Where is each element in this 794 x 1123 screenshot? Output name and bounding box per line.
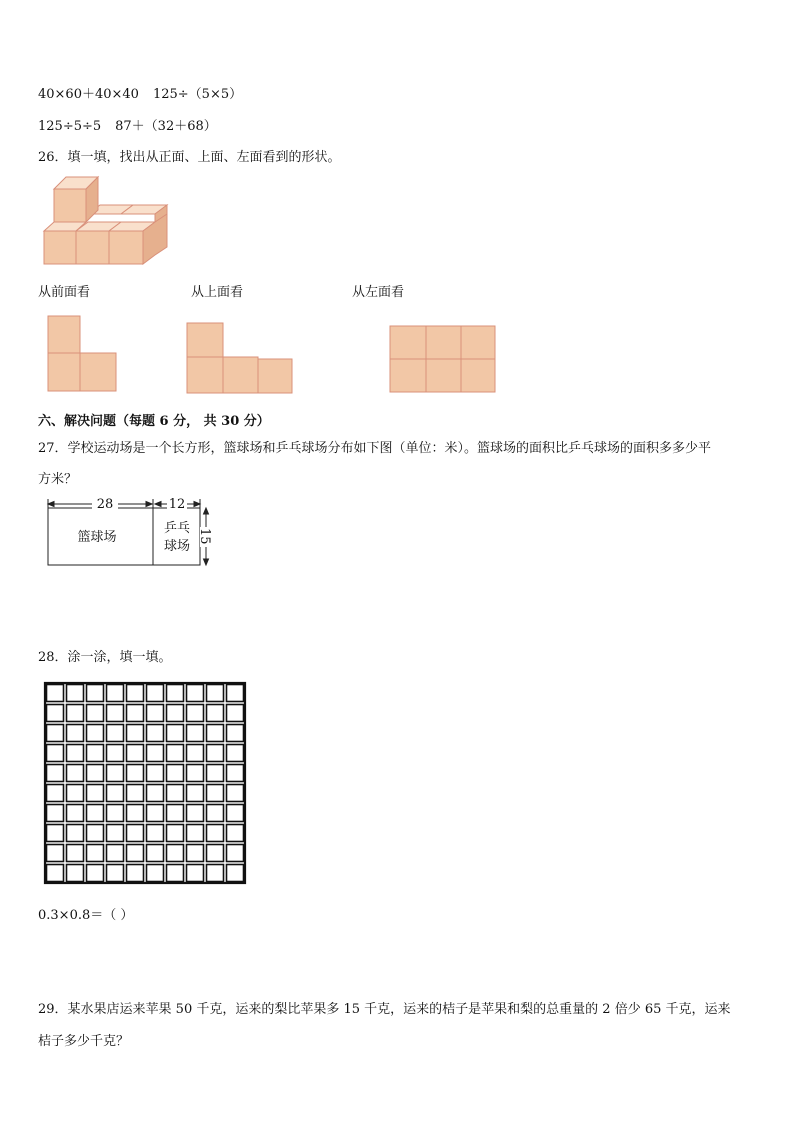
grid-cell[interactable] [47, 785, 64, 802]
grid-cell[interactable] [207, 745, 224, 762]
grid-cell[interactable] [207, 845, 224, 862]
grid-cell[interactable] [47, 685, 64, 702]
grid-cell[interactable] [167, 825, 184, 842]
grid-cell[interactable] [87, 805, 104, 822]
grid-cell[interactable] [87, 745, 104, 762]
grid-cell[interactable] [167, 805, 184, 822]
grid-cell[interactable] [107, 865, 124, 882]
grid-cell[interactable] [167, 865, 184, 882]
pingpong-court-label-2: 球场 [163, 539, 191, 554]
q27-text-1: 27．学校运动场是一个长方形，篮球场和乒乓球场分布如下图（单位：米）。篮球场的面积比乒乓球场的面积多多少平 [38, 441, 712, 456]
grid-cell[interactable] [187, 765, 204, 782]
q28-text: 28．涂一涂，填一填。 [38, 650, 172, 665]
grid-cell[interactable] [87, 845, 104, 862]
grid-cell[interactable] [107, 765, 124, 782]
grid-cell[interactable] [67, 685, 84, 702]
grid-cell[interactable] [47, 745, 64, 762]
field-diagram [40, 494, 230, 574]
grid-cell[interactable] [107, 825, 124, 842]
pingpong-court-label-1: 乒乓 [163, 521, 191, 536]
grid-cell[interactable] [207, 725, 224, 742]
grid-cell[interactable] [127, 845, 144, 862]
grid-cell[interactable] [227, 805, 244, 822]
grid-cell[interactable] [207, 685, 224, 702]
grid-cell[interactable] [207, 805, 224, 822]
calc-expr: 40×60＋40×40 [38, 87, 139, 102]
grid-cell[interactable] [187, 685, 204, 702]
grid-cell[interactable] [187, 845, 204, 862]
grid-cell[interactable] [187, 825, 204, 842]
grid-cell[interactable] [47, 845, 64, 862]
q28-equation: 0.3×0.8＝（ ） [38, 908, 134, 923]
grid-cell[interactable] [67, 825, 84, 842]
grid-cell[interactable] [167, 685, 184, 702]
grid-cell[interactable] [127, 785, 144, 802]
calc-row-2 [38, 115, 217, 134]
grid-cell[interactable] [187, 785, 204, 802]
grid-cell[interactable] [87, 705, 104, 722]
grid-cell[interactable] [67, 865, 84, 882]
pingpong-length-label: 12 [168, 497, 186, 512]
grid-cell[interactable] [107, 785, 124, 802]
grid-cell[interactable] [87, 785, 104, 802]
grid-cell[interactable] [227, 705, 244, 722]
grid-cell[interactable] [147, 785, 164, 802]
view-shape-b[interactable] [185, 320, 295, 400]
view-label-top: 从上面看 [191, 285, 244, 300]
grid-cell[interactable] [127, 765, 144, 782]
view-shape-a[interactable] [46, 314, 126, 394]
grid-cell[interactable] [147, 685, 164, 702]
grid-cell[interactable] [147, 825, 164, 842]
grid-cell[interactable] [227, 825, 244, 842]
grid-cell[interactable] [167, 725, 184, 742]
grid-cell[interactable] [207, 865, 224, 882]
grid-cell[interactable] [167, 765, 184, 782]
cube-stack-figure [40, 172, 180, 267]
grid-cell[interactable] [147, 845, 164, 862]
grid-cell[interactable] [67, 805, 84, 822]
grid-cell[interactable] [207, 825, 224, 842]
basketball-length-label: 28 [96, 497, 114, 512]
grid-cell[interactable] [67, 705, 84, 722]
grid-cell[interactable] [167, 785, 184, 802]
grid-cell[interactable] [147, 705, 164, 722]
grid-cell[interactable] [227, 685, 244, 702]
grid-cell[interactable] [107, 845, 124, 862]
q26-text: 26．填一填，找出从正面、上面、左面看到的形状。 [38, 150, 341, 165]
grid-cell[interactable] [67, 765, 84, 782]
grid-cell[interactable] [147, 765, 164, 782]
grid-cell[interactable] [67, 845, 84, 862]
grid-cell[interactable] [227, 725, 244, 742]
q29-text-2: 桔子多少千克？ [38, 1034, 130, 1049]
basketball-court-label: 篮球场 [77, 530, 117, 545]
section-6-title: 六、解决问题（每题 6 分， 共 30 分） [38, 414, 270, 429]
grid-cell[interactable] [187, 725, 204, 742]
calc-expr: 125÷5÷5 [38, 119, 102, 134]
grid-cell[interactable] [47, 825, 64, 842]
q29-text-1: 29．某水果店运来苹果 50 千克，运来的梨比苹果多 15 千克，运来的桔子是苹果和梨的总重量的 2 倍少 65 千克，运来 [38, 1002, 731, 1017]
grid-cell[interactable] [127, 805, 144, 822]
view-label-left: 从左面看 [352, 285, 405, 300]
grid-cell[interactable] [187, 865, 204, 882]
grid-cell[interactable] [87, 725, 104, 742]
view-shape-c[interactable] [388, 324, 498, 396]
grid-cell[interactable] [107, 705, 124, 722]
grid-cell[interactable] [147, 865, 164, 882]
grid-cell[interactable] [127, 825, 144, 842]
grid-cell[interactable] [207, 785, 224, 802]
grid-cell[interactable] [47, 805, 64, 822]
grid-cell[interactable] [187, 745, 204, 762]
grid-cell[interactable] [167, 745, 184, 762]
grid-cell[interactable] [67, 745, 84, 762]
grid-cell[interactable] [107, 745, 124, 762]
grid-cell[interactable] [207, 705, 224, 722]
hundred-square-grid[interactable] [42, 680, 252, 890]
grid-cell[interactable] [147, 725, 164, 742]
grid-cell[interactable] [167, 845, 184, 862]
grid-cell[interactable] [227, 745, 244, 762]
grid-cell[interactable] [47, 705, 64, 722]
grid-cell[interactable] [67, 725, 84, 742]
grid-cell[interactable] [147, 805, 164, 822]
grid-cell[interactable] [127, 745, 144, 762]
grid-cell[interactable] [227, 845, 244, 862]
grid-cell[interactable] [107, 805, 124, 822]
grid-cell[interactable] [47, 765, 64, 782]
grid-cell[interactable] [87, 765, 104, 782]
calc-expr: 87＋（32＋68） [115, 119, 217, 134]
grid-cell[interactable] [107, 725, 124, 742]
grid-cell[interactable] [167, 705, 184, 722]
grid-cell[interactable] [87, 865, 104, 882]
calc-row-1 [38, 83, 242, 102]
grid-cell[interactable] [67, 785, 84, 802]
grid-cell[interactable] [147, 745, 164, 762]
grid-cell[interactable] [187, 705, 204, 722]
grid-cell[interactable] [227, 785, 244, 802]
view-label-front: 从前面看 [38, 285, 91, 300]
grid-cell[interactable] [127, 685, 144, 702]
grid-cell[interactable] [107, 685, 124, 702]
grid-cell[interactable] [227, 765, 244, 782]
grid-cell[interactable] [87, 825, 104, 842]
grid-cell[interactable] [127, 705, 144, 722]
grid-cell[interactable] [87, 685, 104, 702]
grid-cell[interactable] [47, 865, 64, 882]
q27-text-2: 方米？ [38, 472, 78, 487]
grid-cell[interactable] [227, 865, 244, 882]
grid-cell[interactable] [187, 805, 204, 822]
grid-cell[interactable] [207, 765, 224, 782]
width-label: 15 [197, 528, 212, 545]
grid-cell[interactable] [127, 865, 144, 882]
calc-expr: 125÷（5×5） [152, 87, 243, 102]
grid-cell[interactable] [47, 725, 64, 742]
grid-cell[interactable] [127, 725, 144, 742]
